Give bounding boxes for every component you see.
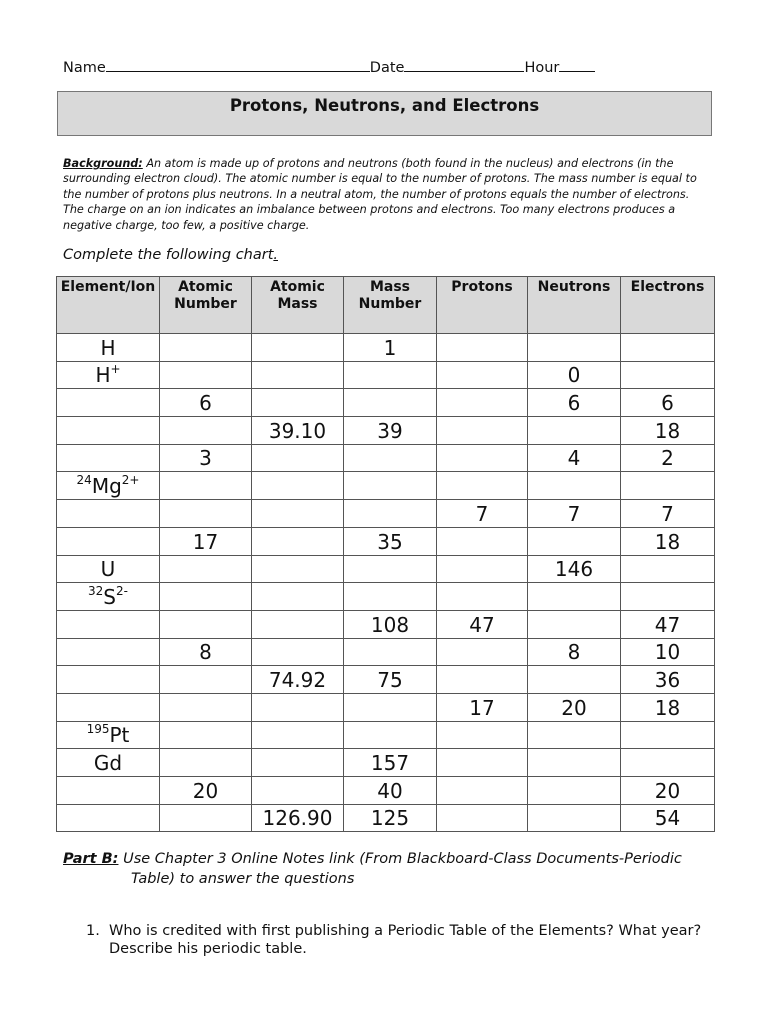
atomic-number-cell[interactable]: [160, 334, 252, 362]
page-title: Protons, Neutrons, and Electrons: [229, 96, 540, 115]
neutrons-cell[interactable]: [528, 583, 621, 611]
protons-cell[interactable]: 7: [437, 500, 528, 528]
atomic-mass-cell[interactable]: [252, 638, 344, 666]
atomic-mass-cell[interactable]: [252, 361, 344, 389]
instruction: [63, 247, 278, 263]
neutrons-cell[interactable]: 0: [528, 361, 621, 389]
mass-number-cell[interactable]: 35: [344, 527, 437, 555]
atomic-mass-cell[interactable]: 74.92: [252, 666, 344, 694]
atomic-number-cell[interactable]: [160, 610, 252, 638]
protons-cell[interactable]: [437, 804, 528, 832]
neutrons-cell[interactable]: [528, 417, 621, 445]
hour-blank[interactable]: [559, 57, 595, 72]
atomic-number-cell[interactable]: [160, 693, 252, 721]
mass-number-cell[interactable]: [344, 444, 437, 472]
neutrons-cell[interactable]: 8: [528, 638, 621, 666]
question-text: Who is credited with first publishing a Periodic Table of the Elements? What year? Describe his periodic table.: [109, 923, 702, 957]
table-row: [57, 555, 715, 583]
protons-cell[interactable]: [437, 555, 528, 583]
table-row: [57, 583, 715, 611]
element-cell[interactable]: [57, 666, 160, 694]
mass-number-cell[interactable]: [344, 389, 437, 417]
question-number: 1.: [86, 923, 100, 939]
atomic-number-cell[interactable]: [160, 417, 252, 445]
table-row: [57, 334, 715, 362]
atomic-mass-cell[interactable]: [252, 500, 344, 528]
element-cell[interactable]: [57, 638, 160, 666]
element-cell[interactable]: [57, 583, 160, 611]
neutrons-cell[interactable]: 20: [528, 693, 621, 721]
electrons-cell[interactable]: [621, 361, 715, 389]
electrons-cell[interactable]: [621, 555, 715, 583]
instruction-trail: .: [273, 247, 278, 263]
part-b-text-continued: Table) to answer the questions: [131, 871, 355, 887]
background-label: Background:: [63, 157, 143, 170]
atomic-mass-cell[interactable]: [252, 777, 344, 805]
neutrons-cell[interactable]: 146: [528, 555, 621, 583]
atomic-number-cell[interactable]: 3: [160, 444, 252, 472]
mass-number-cell[interactable]: 39: [344, 417, 437, 445]
charge-superscript: +: [110, 362, 121, 377]
atomic-mass-cell[interactable]: [252, 527, 344, 555]
table-row: [57, 638, 715, 666]
atomic-number-cell[interactable]: [160, 666, 252, 694]
protons-cell[interactable]: [437, 721, 528, 749]
mass-superscript: 195: [86, 722, 110, 737]
charge-superscript: 2-: [116, 583, 128, 598]
column-header: Electrons: [621, 277, 715, 334]
electrons-cell[interactable]: 18: [621, 527, 715, 555]
neutrons-cell[interactable]: [528, 334, 621, 362]
element-symbol: U: [100, 557, 116, 582]
atomic-mass-cell[interactable]: [252, 444, 344, 472]
table-row: [57, 444, 715, 472]
table-row: [57, 666, 715, 694]
table-row: [57, 693, 715, 721]
mass-number-cell[interactable]: [344, 555, 437, 583]
atomic-mass-cell[interactable]: [252, 749, 344, 777]
element-cell[interactable]: [57, 610, 160, 638]
element-cell[interactable]: [57, 417, 160, 445]
atomic-number-cell[interactable]: [160, 583, 252, 611]
element-symbol: H: [95, 363, 111, 388]
neutrons-cell[interactable]: [528, 472, 621, 500]
atomic-number-cell[interactable]: [160, 721, 252, 749]
atomic-number-cell[interactable]: 17: [160, 527, 252, 555]
protons-cell[interactable]: [437, 334, 528, 362]
table-row: [57, 361, 715, 389]
atomic-number-cell[interactable]: [160, 749, 252, 777]
protons-cell[interactable]: [437, 444, 528, 472]
element-symbol: Mg: [91, 474, 122, 499]
atomic-mass-cell[interactable]: [252, 555, 344, 583]
protons-cell[interactable]: [437, 472, 528, 500]
protons-cell[interactable]: [437, 777, 528, 805]
charge-superscript: 2+: [121, 473, 140, 488]
mass-number-cell[interactable]: [344, 472, 437, 500]
protons-cell[interactable]: [437, 749, 528, 777]
protons-cell[interactable]: [437, 361, 528, 389]
element-cell[interactable]: [57, 721, 160, 749]
element-cell[interactable]: [57, 527, 160, 555]
hour-label: Hour: [524, 60, 560, 76]
column-header: Atomic Number: [160, 277, 252, 334]
protons-cell[interactable]: [437, 417, 528, 445]
table-row: [57, 500, 715, 528]
part-b-label: Part B:: [63, 851, 119, 867]
atomic-number-cell[interactable]: 8: [160, 638, 252, 666]
mass-number-cell[interactable]: 1: [344, 334, 437, 362]
atomic-number-cell[interactable]: [160, 472, 252, 500]
column-header: Neutrons: [528, 277, 621, 334]
atomic-number-cell[interactable]: [160, 500, 252, 528]
protons-cell[interactable]: [437, 666, 528, 694]
neutrons-cell[interactable]: [528, 777, 621, 805]
element-symbol: S: [103, 584, 116, 609]
electrons-cell[interactable]: 6: [621, 389, 715, 417]
electrons-cell[interactable]: [621, 583, 715, 611]
element-symbol: Pt: [109, 723, 130, 748]
table-row: [57, 777, 715, 805]
table-row: [57, 472, 715, 500]
element-cell[interactable]: [57, 361, 160, 389]
instruction-text: Complete the following chart: [63, 247, 274, 263]
neutrons-cell[interactable]: [528, 749, 621, 777]
neutrons-cell[interactable]: 7: [528, 500, 621, 528]
electrons-cell[interactable]: 20: [621, 777, 715, 805]
mass-number-cell[interactable]: 40: [344, 777, 437, 805]
electrons-cell[interactable]: 47: [621, 610, 715, 638]
atomic-number-cell[interactable]: [160, 555, 252, 583]
element-cell[interactable]: [57, 749, 160, 777]
table-row: [57, 804, 715, 832]
mass-number-cell[interactable]: 75: [344, 666, 437, 694]
element-symbol: H: [100, 335, 116, 360]
header-fields: [63, 57, 595, 76]
electrons-cell[interactable]: 54: [621, 804, 715, 832]
atomic-mass-cell[interactable]: [252, 389, 344, 417]
element-symbol: Gd: [93, 751, 123, 775]
neutrons-cell[interactable]: 4: [528, 444, 621, 472]
element-cell[interactable]: [57, 777, 160, 805]
protons-cell[interactable]: [437, 389, 528, 417]
electrons-cell[interactable]: 18: [621, 417, 715, 445]
atomic-mass-cell[interactable]: [252, 334, 344, 362]
mass-number-cell[interactable]: [344, 721, 437, 749]
atomic-mass-cell[interactable]: [252, 583, 344, 611]
element-cell[interactable]: [57, 472, 160, 500]
element-cell[interactable]: [57, 693, 160, 721]
neutrons-cell[interactable]: [528, 721, 621, 749]
mass-superscript: 32: [88, 583, 104, 598]
atomic-mass-cell[interactable]: [252, 693, 344, 721]
mass-number-cell[interactable]: [344, 500, 437, 528]
mass-number-cell[interactable]: [344, 583, 437, 611]
mass-number-cell[interactable]: [344, 638, 437, 666]
table-row: [57, 389, 715, 417]
column-header: Mass Number: [344, 277, 437, 334]
atomic-number-cell[interactable]: 20: [160, 777, 252, 805]
column-header: Element/Ion: [57, 277, 160, 334]
table-row: [57, 749, 715, 777]
electrons-cell[interactable]: 7: [621, 500, 715, 528]
protons-cell[interactable]: [437, 638, 528, 666]
mass-number-cell[interactable]: [344, 693, 437, 721]
neutrons-cell[interactable]: [528, 527, 621, 555]
element-cell[interactable]: [57, 444, 160, 472]
electrons-cell[interactable]: 36: [621, 666, 715, 694]
element-cell[interactable]: [57, 804, 160, 832]
neutrons-cell[interactable]: 6: [528, 389, 621, 417]
electrons-cell[interactable]: [621, 749, 715, 777]
table-row: [57, 721, 715, 749]
column-header: Atomic Mass: [252, 277, 344, 334]
electrons-cell[interactable]: 10: [621, 638, 715, 666]
electrons-cell[interactable]: [621, 721, 715, 749]
element-cell[interactable]: [57, 555, 160, 583]
protons-cell[interactable]: 17: [437, 693, 528, 721]
atomic-mass-cell[interactable]: [252, 721, 344, 749]
element-chart: [56, 276, 715, 832]
element-cell[interactable]: [57, 500, 160, 528]
atomic-mass-cell[interactable]: [252, 610, 344, 638]
atomic-mass-cell[interactable]: 126.90: [252, 804, 344, 832]
date-label: Date: [369, 60, 405, 76]
date-blank[interactable]: [404, 57, 524, 72]
protons-cell[interactable]: [437, 527, 528, 555]
atomic-number-cell[interactable]: 6: [160, 389, 252, 417]
name-blank[interactable]: [106, 57, 370, 72]
background-text: An atom is made up of protons and neutrons (both found in the nucleus) and electrons (in the surrounding electron cloud). The atomic number is equal to the number of protons. The mass number is equal to the number of protons plus neutrons. In a neutral atom, the number of protons equals the number of electrons. The charge on an ion indicates an imbalance between protons and electrons. Too many electrons produces a negative charge, too few, a positive charge.: [63, 157, 697, 232]
electrons-cell[interactable]: 18: [621, 693, 715, 721]
name-label: Name: [63, 60, 106, 76]
atomic-mass-cell[interactable]: [252, 472, 344, 500]
chart-header-row: [57, 277, 715, 334]
neutrons-cell[interactable]: [528, 610, 621, 638]
mass-superscript: 24: [76, 473, 92, 488]
part-b-text: Use Chapter 3 Online Notes link (From Blackboard-Class Documents-Periodic: [118, 851, 682, 867]
electrons-cell[interactable]: [621, 472, 715, 500]
table-row: [57, 527, 715, 555]
table-row: [57, 417, 715, 445]
element-cell[interactable]: [57, 389, 160, 417]
protons-cell[interactable]: [437, 583, 528, 611]
electrons-cell[interactable]: 2: [621, 444, 715, 472]
mass-number-cell[interactable]: 125: [344, 804, 437, 832]
background-paragraph: [63, 156, 711, 233]
table-row: [57, 610, 715, 638]
atomic-number-cell[interactable]: [160, 361, 252, 389]
question-1: [86, 922, 706, 958]
mass-number-cell[interactable]: 157: [344, 749, 437, 777]
mass-number-cell[interactable]: [344, 361, 437, 389]
neutrons-cell[interactable]: [528, 804, 621, 832]
chart-body: [57, 334, 715, 832]
neutrons-cell[interactable]: [528, 666, 621, 694]
atomic-mass-cell[interactable]: 39.10: [252, 417, 344, 445]
element-cell[interactable]: [57, 334, 160, 362]
protons-cell[interactable]: 47: [437, 610, 528, 638]
electrons-cell[interactable]: [621, 334, 715, 362]
part-b: [63, 850, 713, 888]
column-header: Protons: [437, 277, 528, 334]
mass-number-cell[interactable]: 108: [344, 610, 437, 638]
atomic-number-cell[interactable]: [160, 804, 252, 832]
title-box: [57, 91, 712, 136]
